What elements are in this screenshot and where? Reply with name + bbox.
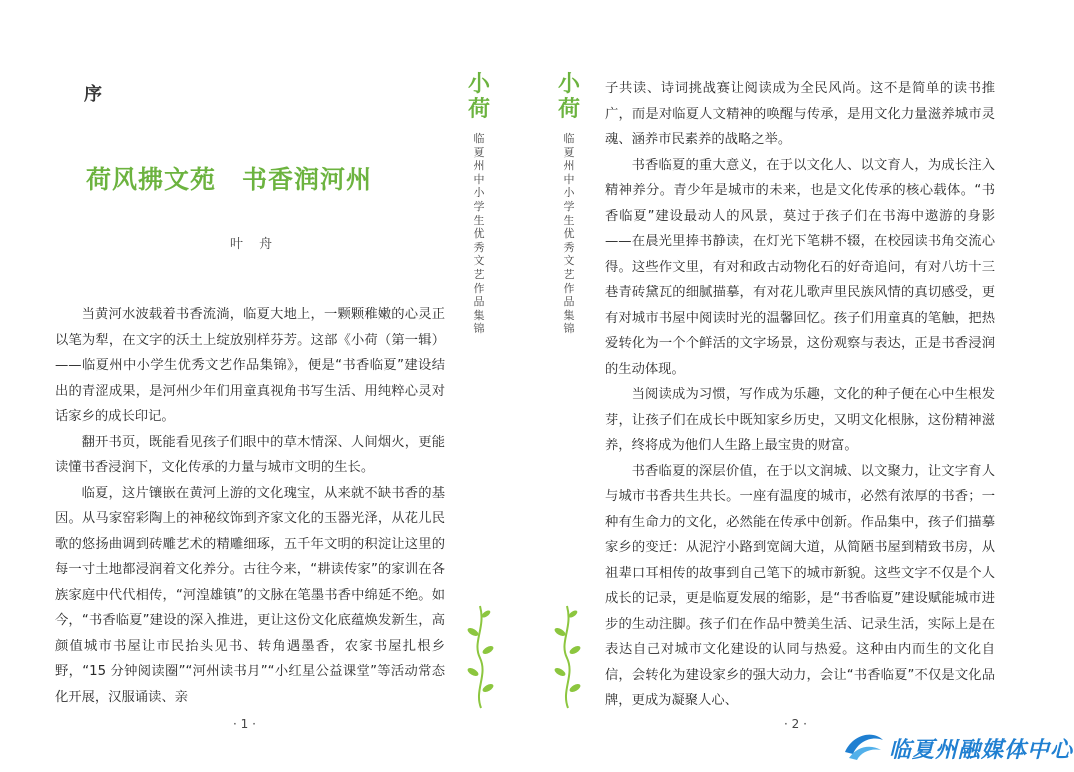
paragraph: 临夏，这片镶嵌在黄河上游的文化瑰宝，从来就不缺书香的基因。从马家窑彩陶上的神秘纹饰到齐家文化的玉器光泽，从花儿民歌的悠扬曲调到砖雕艺术的精雕细琢，五千年文明的积淀让这里的每一寸土地都浸润着文化养分。古往今来，“耕读传家”的家训在各族家庭中代代相传，“河湟雄镇”的文脉在笔墨书香中绵延不绝。如今，“书香临夏”建设的深入推进，更让这份文化底蕴焕发新生，高颜值城市书屋让市民抬头见书、转角遇墨香，农家书屋扎根乡野，“15 分钟阅读圈”“河州读书月”“小红星公益课堂”等活动常态化开展，汉服诵读、亲 — [55, 485, 445, 705]
article-title: 荷风拂文苑 书香润河州 — [86, 165, 373, 194]
sidebar-right — [549, 72, 589, 336]
page-number: · 1 · — [233, 717, 256, 731]
paragraph: 子共读、诗词挑战赛让阅读成为全民风尚。这不是简单的读书推广，而是对临夏人文精神的唤醒与传承，是用文化力量滋养城市灵魂、涵养市民素养的战略之举。 — [605, 81, 995, 147]
right-body-text — [605, 76, 995, 714]
book-title-vertical: 临夏州中小学生优秀文艺作品集锦 — [563, 132, 575, 336]
author-name: 叶 舟 — [230, 237, 279, 252]
paragraph: 当阅读成为习惯，写作成为乐趣，文化的种子便在心中生根发芽，让孩子们在成长中既知家乡历史，又明文化根脉，这份精神滋养，终将成为他们人生路上最宝贵的财富。 — [605, 387, 995, 453]
page-number: · 2 · — [784, 717, 807, 731]
paragraph: 翻开书页，既能看见孩子们眼中的草木情深、人间烟火，更能读懂书香浸润下，文化传承的力量与城市文明的生长。 — [55, 434, 445, 475]
sidebar-left — [459, 72, 499, 336]
book-title-vertical: 临夏州中小学生优秀文艺作品集锦 — [473, 132, 485, 336]
left-body-text — [55, 302, 445, 710]
paragraph: 书香临夏的深层价值，在于以文润城、以文聚力，让文字育人与城市书香共生共长。一座有温度的城市，必然有浓厚的书香；一种有生命力的文化，必然能在传承中创新。作品集中，孩子们描摹家乡的变迁：从泥泞小路到宽阔大道，从简陋书屋到精致书房，从祖辈口耳相传的故事到自己笔下的城市新貌。这些文字不仅是个人成长的记录，更是临夏发展的缩影，是“书香临夏”建设赋能城市进步的生动注脚。孩子们在作品中赞美生活、记录生活，实际上是在表达自己对城市文化建设的认同与热爱。这种由内而生的文化自信，会转化为建设家乡的强大动力，会让“书香临夏”不仅是文化品牌，更成为凝聚人心、 — [605, 463, 995, 708]
book-logo: 小荷 — [557, 71, 580, 122]
watermark — [843, 728, 1074, 764]
watermark-text: 临夏州融媒体中心 — [889, 738, 1074, 763]
paragraph: 当黄河水波载着书香流淌，临夏大地上，一颗颗稚嫩的心灵正以笔为犁，在文字的沃土上绽放别样芬芳。这部《小荷（第一辑）——临夏州中小学生优秀文艺作品集锦》，便是“书香临夏”建设结出的青涩成果，是河州少年们用童真视角书写生活、用纯粹心灵对话家乡的成长印记。 — [55, 307, 445, 424]
book-logo: 小荷 — [467, 71, 490, 122]
vine-decoration-icon — [553, 600, 583, 710]
paragraph: 书香临夏的重大意义，在于以文化人、以文育人，为成长注入精神养分。青少年是城市的未来，也是文化传承的核心载体。“书香临夏”建设最动人的风景，莫过于孩子们在书海中遨游的身影——在晨光里捧书静读，在灯光下笔耕不辍，在校园读书角交流心得。这些作文里，有对和政古动物化石的好奇追问，有对八坊十三巷青砖黛瓦的细腻描摹，有对花儿歌声里民族风情的真切感受，更有对城市书屋中阅读时光的温馨回忆。孩子们用童真的笔触，把热爱转化为一个个鲜活的文字场景，这份观察与表达，正是书香浸润的生动体现。 — [605, 157, 995, 377]
section-label: 序 — [84, 84, 102, 105]
vine-decoration-icon — [466, 600, 496, 710]
wave-logo-icon — [843, 728, 885, 762]
